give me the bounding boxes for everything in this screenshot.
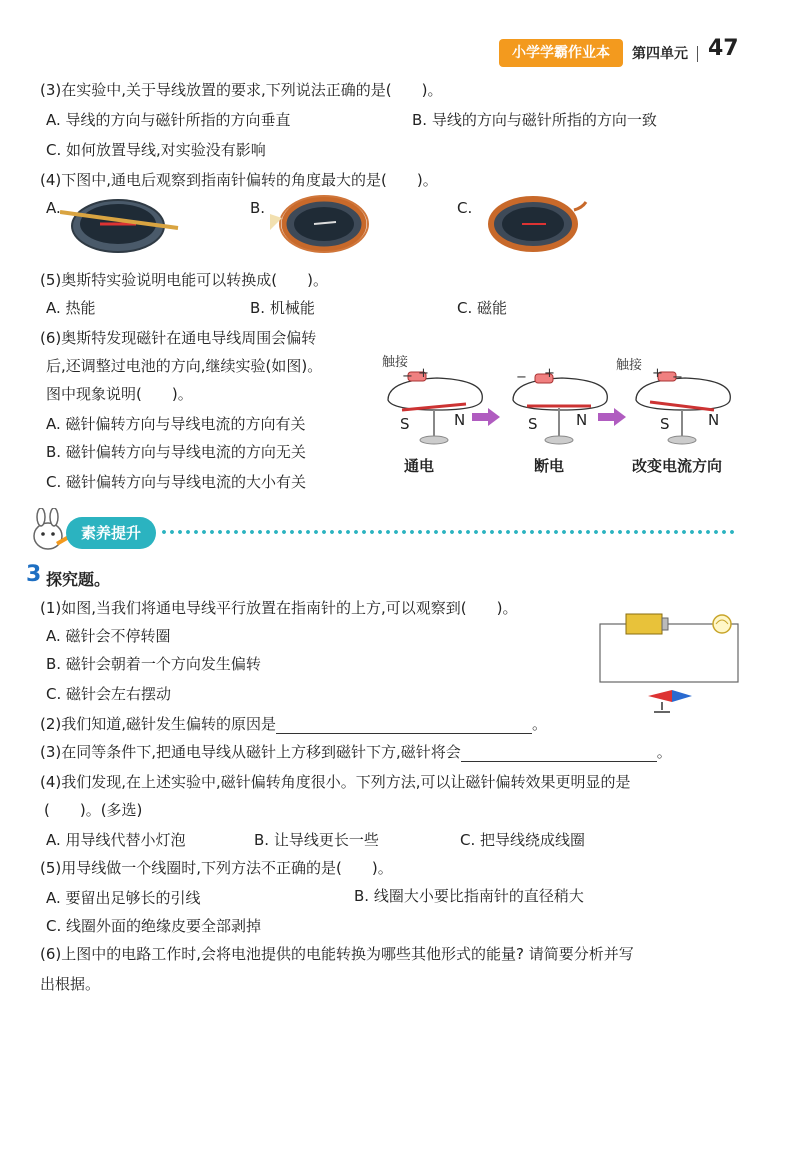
- e6-stem-line1: (6)上图中的电路工作时,会将电池提供的电能转换为哪些其他形式的能量? 请简要分析并写: [40, 945, 634, 963]
- e5-option-a: A. 要留出足够长的引线: [46, 889, 201, 907]
- minus-sign-1: −: [402, 369, 413, 384]
- dotted-divider: [160, 529, 738, 535]
- e1-stem: (1)如图,当我们将通电导线平行放置在指南针的上方,可以观察到( )。: [40, 599, 518, 617]
- section-banner: 素养提升: [66, 517, 156, 549]
- compass-straight-wire-image: [60, 188, 180, 256]
- q6-stem-line1: (6)奥斯特发现磁针在通电导线周围会偏转: [40, 329, 317, 347]
- e5-stem: (5)用导线做一个线圈时,下列方法不正确的是( )。: [40, 859, 393, 877]
- q3-option-a: A. 导线的方向与磁针所指的方向垂直: [46, 111, 291, 129]
- arrow-right-icon: [598, 408, 628, 426]
- e4-option-a: A. 用导线代替小灯泡: [46, 831, 186, 849]
- e5-option-b: B. 线圈大小要比指南针的直径稍大: [354, 887, 584, 905]
- section-number: 3: [26, 562, 42, 587]
- q5-option-a: A. 热能: [46, 299, 96, 317]
- e4-stem-line2: ( )。(多选): [44, 801, 143, 819]
- compass-loose-coil-image: [266, 186, 376, 256]
- header-divider: [697, 46, 698, 62]
- e1-option-c: C. 磁针会左右摆动: [46, 685, 172, 703]
- unit-label: 第四单元: [632, 46, 688, 62]
- minus-sign-3: −: [672, 370, 683, 385]
- q5-stem: (5)奥斯特实验说明电能可以转换成( )。: [40, 271, 328, 289]
- q6-stem-line3: 图中现象说明( )。: [46, 385, 193, 403]
- caption-power-off: 断电: [534, 457, 565, 475]
- e4-option-b: B. 让导线更长一些: [254, 831, 379, 849]
- q4-option-a-label: A.: [46, 199, 61, 217]
- e3-end: 。: [656, 743, 672, 761]
- e3-stem: [40, 742, 672, 762]
- oersted-setup-reversed: [630, 370, 740, 450]
- e2-text: (2)我们知道,磁针发生偏转的原因是: [40, 715, 277, 733]
- e5-option-c: C. 线圈外面的绝缘皮要全部剥掉: [46, 917, 262, 935]
- circuit-diagram: [596, 606, 746, 718]
- south-label-1: S: [400, 415, 410, 433]
- q5-option-c: C. 磁能: [457, 299, 508, 317]
- e4-option-c: C. 把导线绕成线圈: [460, 831, 586, 849]
- q6-option-c: C. 磁针偏转方向与导线电流的大小有关: [46, 473, 307, 491]
- minus-sign-2: −: [516, 370, 527, 385]
- e6-stem-line2: 出根据。: [40, 975, 101, 993]
- q3-option-b: B. 导线的方向与磁针所指的方向一致: [412, 111, 657, 129]
- q4-option-c-label: C.: [457, 199, 473, 217]
- e1-option-b: B. 磁针会朝着一个方向发生偏转: [46, 655, 261, 673]
- plus-sign-3: +: [652, 366, 663, 381]
- q6-option-a: A. 磁针偏转方向与导线电流的方向有关: [46, 415, 306, 433]
- e3-text: (3)在同等条件下,把通电导线从磁针上方移到磁针下方,磁针将会: [40, 743, 461, 761]
- south-label-3: S: [660, 415, 670, 433]
- plus-sign-1: +: [418, 366, 429, 381]
- north-label-2: N: [576, 411, 588, 429]
- caption-reverse-current: 改变电流方向: [632, 457, 723, 475]
- north-label-1: N: [454, 411, 466, 429]
- south-label-2: S: [528, 415, 538, 433]
- plus-sign-2: +: [544, 366, 555, 381]
- section-title: 探究题。: [46, 570, 111, 589]
- north-label-3: N: [708, 411, 720, 429]
- e2-end: 。: [532, 715, 548, 733]
- q4-stem: (4)下图中,通电后观察到指南针偏转的角度最大的是( )。: [40, 171, 438, 189]
- e1-option-a: A. 磁针会不停转圈: [46, 627, 171, 645]
- q6-stem-line2: 后,还调整过电池的方向,继续实验(如图)。: [46, 357, 323, 375]
- compass-tight-coil-image: [478, 188, 588, 256]
- e2-answer-blank[interactable]: [276, 717, 532, 734]
- q5-option-b: B. 机械能: [250, 299, 315, 317]
- q3-option-c: C. 如何放置导线,对实验没有影响: [46, 141, 266, 159]
- touch-label-1: 触接: [382, 355, 409, 370]
- touch-label-2: 触接: [616, 358, 643, 373]
- q4-option-b-label: B.: [250, 199, 266, 217]
- q6-option-b: B. 磁针偏转方向与导线电流的方向无关: [46, 443, 306, 461]
- arrow-right-icon: [472, 408, 502, 426]
- e4-stem-line1: (4)我们发现,在上述实验中,磁针偏转角度很小。下列方法,可以让磁针偏转效果更明显的是: [40, 773, 631, 791]
- header-badge: 小学学霸作业本: [499, 39, 623, 67]
- e2-stem: [40, 714, 547, 734]
- e3-answer-blank[interactable]: [461, 745, 657, 762]
- q3-stem: (3)在实验中,关于导线放置的要求,下列说法正确的是( )。: [40, 81, 443, 99]
- page-number: 47: [708, 36, 739, 61]
- caption-power-on: 通电: [404, 457, 435, 475]
